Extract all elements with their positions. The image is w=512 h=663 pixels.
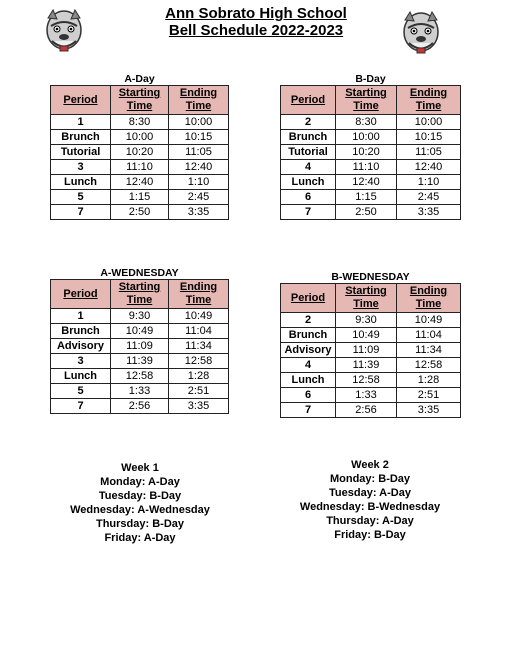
week-line: Thursday: A-Day bbox=[326, 515, 414, 527]
column-header-text: Starting bbox=[345, 285, 387, 297]
start-time-cell: 12:40 bbox=[336, 175, 397, 190]
end-time-cell: 2:45 bbox=[397, 190, 461, 205]
end-time-cell: 3:35 bbox=[397, 205, 461, 220]
period-cell: 4 bbox=[281, 160, 336, 175]
start-time-cell: 11:10 bbox=[336, 160, 397, 175]
period-cell: 2 bbox=[281, 313, 336, 328]
end-time-cell: 11:34 bbox=[169, 339, 229, 354]
week-2-rotation bbox=[270, 458, 470, 542]
schedule-a-day bbox=[50, 73, 229, 220]
column-header-text: Time bbox=[353, 100, 379, 112]
table-row bbox=[281, 373, 461, 388]
end-time-cell: 2:51 bbox=[397, 388, 461, 403]
column-header-starting-time bbox=[336, 284, 397, 313]
period-cell: 1 bbox=[51, 309, 111, 324]
end-time-cell: 1:10 bbox=[397, 175, 461, 190]
column-header-text: Ending bbox=[409, 285, 448, 297]
table-row bbox=[281, 403, 461, 418]
column-header-period bbox=[281, 86, 336, 115]
schedule-title: B-WEDNESDAY bbox=[331, 271, 410, 283]
end-time-cell: 11:04 bbox=[169, 324, 229, 339]
column-header-ending-time bbox=[397, 284, 461, 313]
table-row bbox=[51, 190, 229, 205]
schedule-b-day bbox=[280, 73, 461, 220]
schedule-title: Bell Schedule 2022-2023 bbox=[168, 22, 344, 39]
period-cell: 7 bbox=[51, 399, 111, 414]
week-1-rotation bbox=[40, 461, 240, 545]
start-time-cell: 12:58 bbox=[111, 369, 169, 384]
column-header-period bbox=[51, 280, 111, 309]
end-time-cell: 12:58 bbox=[169, 354, 229, 369]
start-time-cell: 11:09 bbox=[336, 343, 397, 358]
period-cell: Advisory bbox=[51, 339, 111, 354]
header-row bbox=[51, 86, 229, 115]
week-line: Monday: B-Day bbox=[329, 473, 411, 485]
period-cell: Lunch bbox=[281, 373, 336, 388]
period-cell: 4 bbox=[281, 358, 336, 373]
bulldog-logo-left-icon bbox=[44, 8, 84, 54]
start-time-cell: 2:50 bbox=[111, 205, 169, 220]
week-line: Thursday: B-Day bbox=[95, 518, 185, 530]
bulldog-logo-right-icon bbox=[401, 10, 441, 56]
table-row bbox=[281, 358, 461, 373]
header-row bbox=[51, 280, 229, 309]
schedule-table bbox=[280, 283, 461, 418]
period-cell: 7 bbox=[281, 403, 336, 418]
period-cell: 7 bbox=[51, 205, 111, 220]
week-title: Week 1 bbox=[121, 462, 159, 474]
column-header-ending-time bbox=[169, 280, 229, 309]
header-row bbox=[281, 86, 461, 115]
start-time-cell: 9:30 bbox=[111, 309, 169, 324]
column-header-ending-time bbox=[169, 86, 229, 115]
period-cell: 5 bbox=[51, 384, 111, 399]
schedule-title: A-Day bbox=[124, 73, 155, 85]
column-header-starting-time bbox=[111, 86, 169, 115]
table-row bbox=[281, 343, 461, 358]
end-time-cell: 10:00 bbox=[397, 115, 461, 130]
end-time-cell: 10:00 bbox=[169, 115, 229, 130]
end-time-cell: 12:40 bbox=[397, 160, 461, 175]
start-time-cell: 10:00 bbox=[111, 130, 169, 145]
end-time-cell: 12:40 bbox=[169, 160, 229, 175]
week-line: Tuesday: B-Day bbox=[98, 490, 182, 502]
end-time-cell: 10:49 bbox=[169, 309, 229, 324]
table-row bbox=[51, 145, 229, 160]
table-row bbox=[51, 115, 229, 130]
start-time-cell: 10:20 bbox=[111, 145, 169, 160]
column-header-text: Time bbox=[126, 294, 153, 306]
column-header-ending-time bbox=[397, 86, 461, 115]
end-time-cell: 3:35 bbox=[169, 205, 229, 220]
period-cell: Tutorial bbox=[51, 145, 111, 160]
period-cell: Lunch bbox=[51, 369, 111, 384]
start-time-cell: 11:09 bbox=[111, 339, 169, 354]
end-time-cell: 11:34 bbox=[397, 343, 461, 358]
week-line: Tuesday: A-Day bbox=[329, 487, 411, 499]
schedule-table bbox=[50, 279, 229, 414]
start-time-cell: 1:33 bbox=[111, 384, 169, 399]
start-time-cell: 2:56 bbox=[336, 403, 397, 418]
table-row bbox=[281, 388, 461, 403]
start-time-cell: 2:50 bbox=[336, 205, 397, 220]
table-row bbox=[281, 175, 461, 190]
period-cell: 6 bbox=[281, 190, 336, 205]
schedule-title: B-Day bbox=[355, 73, 386, 85]
end-time-cell: 2:45 bbox=[169, 190, 229, 205]
start-time-cell: 11:39 bbox=[336, 358, 397, 373]
column-header-text: Period bbox=[290, 291, 326, 304]
schedule-table bbox=[280, 85, 461, 220]
table-row bbox=[281, 205, 461, 220]
table-row bbox=[51, 130, 229, 145]
week-line: Friday: B-Day bbox=[334, 529, 406, 541]
period-cell: Brunch bbox=[51, 130, 111, 145]
period-cell: Lunch bbox=[51, 175, 111, 190]
start-time-cell: 12:40 bbox=[111, 175, 169, 190]
period-cell: 5 bbox=[51, 190, 111, 205]
header-row bbox=[281, 284, 461, 313]
end-time-cell: 3:35 bbox=[397, 403, 461, 418]
period-cell: 3 bbox=[51, 160, 111, 175]
column-header-period bbox=[51, 86, 111, 115]
period-cell: Tutorial bbox=[281, 145, 336, 160]
column-header-text: Ending bbox=[179, 87, 218, 99]
end-time-cell: 11:05 bbox=[169, 145, 229, 160]
table-row bbox=[51, 354, 229, 369]
end-time-cell: 1:28 bbox=[397, 373, 461, 388]
start-time-cell: 11:10 bbox=[111, 160, 169, 175]
start-time-cell: 9:30 bbox=[336, 313, 397, 328]
column-header-text: Time bbox=[415, 298, 442, 310]
period-cell: Brunch bbox=[281, 328, 336, 343]
end-time-cell: 10:15 bbox=[397, 130, 461, 145]
column-header-text: Time bbox=[126, 100, 153, 112]
end-time-cell: 10:15 bbox=[169, 130, 229, 145]
table-row bbox=[51, 324, 229, 339]
column-header-text: Time bbox=[415, 100, 442, 112]
period-cell: Brunch bbox=[51, 324, 111, 339]
table-row bbox=[51, 160, 229, 175]
column-header-text: Starting bbox=[118, 281, 161, 293]
period-cell: Lunch bbox=[281, 175, 336, 190]
start-time-cell: 1:15 bbox=[336, 190, 397, 205]
start-time-cell: 2:56 bbox=[111, 399, 169, 414]
column-header-text: Period bbox=[290, 93, 326, 106]
end-time-cell: 1:28 bbox=[169, 369, 229, 384]
table-row bbox=[281, 328, 461, 343]
end-time-cell: 12:58 bbox=[397, 358, 461, 373]
column-header-text: Period bbox=[63, 287, 98, 300]
start-time-cell: 11:39 bbox=[111, 354, 169, 369]
period-cell: 7 bbox=[281, 205, 336, 220]
table-row bbox=[281, 145, 461, 160]
period-cell: 1 bbox=[51, 115, 111, 130]
column-header-text: Time bbox=[185, 294, 212, 306]
start-time-cell: 8:30 bbox=[111, 115, 169, 130]
schedule-table bbox=[50, 85, 229, 220]
schedule-b-wednesday bbox=[280, 271, 461, 418]
column-header-text: Ending bbox=[409, 87, 448, 99]
period-cell: 6 bbox=[281, 388, 336, 403]
column-header-text: Time bbox=[185, 100, 212, 112]
table-row bbox=[51, 175, 229, 190]
end-time-cell: 11:04 bbox=[397, 328, 461, 343]
period-cell: Brunch bbox=[281, 130, 336, 145]
end-time-cell: 1:10 bbox=[169, 175, 229, 190]
table-row bbox=[51, 309, 229, 324]
table-row bbox=[51, 399, 229, 414]
end-time-cell: 11:05 bbox=[397, 145, 461, 160]
table-row bbox=[281, 115, 461, 130]
column-header-text: Ending bbox=[179, 281, 218, 293]
week-line: Friday: A-Day bbox=[104, 532, 176, 544]
table-row bbox=[281, 313, 461, 328]
week-title: Week 2 bbox=[351, 459, 389, 471]
start-time-cell: 10:49 bbox=[336, 328, 397, 343]
period-cell: 3 bbox=[51, 354, 111, 369]
column-header-text: Period bbox=[63, 93, 98, 106]
schedule-title: A-WEDNESDAY bbox=[100, 267, 179, 279]
table-row bbox=[51, 205, 229, 220]
start-time-cell: 12:58 bbox=[336, 373, 397, 388]
table-row bbox=[281, 160, 461, 175]
start-time-cell: 10:00 bbox=[336, 130, 397, 145]
column-header-starting-time bbox=[111, 280, 169, 309]
schedule-a-wednesday bbox=[50, 267, 229, 414]
start-time-cell: 10:20 bbox=[336, 145, 397, 160]
week-line: Wednesday: A-Wednesday bbox=[70, 504, 210, 516]
table-row bbox=[281, 130, 461, 145]
column-header-text: Starting bbox=[345, 87, 387, 99]
column-header-starting-time bbox=[336, 86, 397, 115]
start-time-cell: 8:30 bbox=[336, 115, 397, 130]
period-cell: Advisory bbox=[281, 343, 336, 358]
table-row bbox=[51, 369, 229, 384]
end-time-cell: 2:51 bbox=[169, 384, 229, 399]
table-row bbox=[51, 339, 229, 354]
week-line: Wednesday: B-Wednesday bbox=[299, 501, 441, 513]
end-time-cell: 3:35 bbox=[169, 399, 229, 414]
start-time-cell: 10:49 bbox=[111, 324, 169, 339]
table-row bbox=[51, 384, 229, 399]
table-row bbox=[281, 190, 461, 205]
column-header-text: Starting bbox=[118, 87, 161, 99]
period-cell: 2 bbox=[281, 115, 336, 130]
end-time-cell: 10:49 bbox=[397, 313, 461, 328]
start-time-cell: 1:15 bbox=[111, 190, 169, 205]
column-header-text: Time bbox=[353, 298, 379, 310]
column-header-period bbox=[281, 284, 336, 313]
school-name: Ann Sobrato High School bbox=[165, 5, 347, 22]
start-time-cell: 1:33 bbox=[336, 388, 397, 403]
week-line: Monday: A-Day bbox=[100, 476, 180, 488]
